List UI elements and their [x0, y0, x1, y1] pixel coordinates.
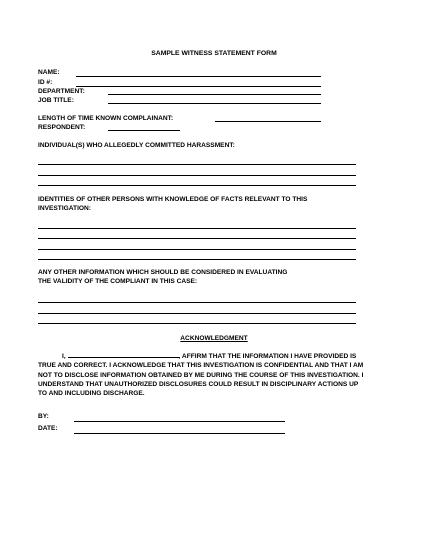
acknowledgment-text: , AFFIRM THAT THE INFORMATION I HAVE PROVIDED IS TRUE AND CORRECT. I ACKNOWLEDGE THAT THIS INVESTIGATION IS CONFIDENTIAL AND THAT I AM NOT TO DISCLOSE INFORMATION OBTAINED BY ME DURING THE COURSE OF THIS INVESTIGATION. I UNDERSTAND THAT UNAUTHORIZED DISCLOSURES COULD RESULT IN DISCIPLINARY ACTIONS UP TO AND INCLUDING DISCHARGE.: [38, 353, 364, 398]
acknowledgment-i: I,: [62, 353, 66, 360]
form-title: SAMPLE WITNESS STATEMENT FORM: [151, 50, 277, 57]
identities-line-2[interactable]: [38, 238, 356, 239]
acknowledgment-paragraph: [38, 351, 368, 398]
length-known-label: LENGTH OF TIME KNOWN COMPLAINANT:: [38, 115, 174, 122]
identities-line-1[interactable]: [38, 228, 356, 229]
id-label: ID #:: [38, 79, 53, 86]
affirmant-name-field[interactable]: [68, 351, 179, 358]
by-signature-field[interactable]: [74, 421, 285, 422]
respondent-label: RESPONDENT:: [38, 124, 86, 131]
identities-label-2: INVESTIGATION:: [38, 205, 91, 212]
acknowledgment-heading: ACKNOWLEDGMENT: [180, 335, 248, 342]
date-field[interactable]: [74, 433, 285, 434]
other-info-line-3[interactable]: [38, 323, 356, 324]
other-info-line-1[interactable]: [38, 302, 356, 303]
other-info-line-2[interactable]: [38, 313, 356, 314]
job-title-field[interactable]: [108, 103, 321, 104]
name-field[interactable]: [76, 76, 321, 77]
identities-line-4[interactable]: [38, 259, 356, 260]
length-known-field[interactable]: [215, 121, 321, 122]
individuals-line-3[interactable]: [38, 185, 356, 186]
identities-label-1: IDENTITIES OF OTHER PERSONS WITH KNOWLEDGE OF FACTS RELEVANT TO THIS: [38, 196, 308, 203]
other-info-label-2: THE VALIDITY OF THE COMPLIANT IN THIS CASE:: [38, 278, 198, 285]
individuals-line-1[interactable]: [38, 164, 356, 165]
individuals-label: INDIVIDUAL(S) WHO ALLEGEDLY COMMITTED HARASSMENT:: [38, 142, 235, 149]
department-field[interactable]: [108, 94, 321, 95]
respondent-field[interactable]: [108, 130, 180, 131]
date-label: DATE:: [38, 425, 58, 432]
department-label: DEPARTMENT:: [38, 88, 85, 95]
identities-line-3[interactable]: [38, 249, 356, 250]
individuals-line-2[interactable]: [38, 175, 356, 176]
job-title-label: JOB TITLE:: [38, 97, 74, 104]
name-label: NAME:: [38, 69, 60, 76]
id-field[interactable]: [76, 86, 321, 87]
by-label: BY:: [38, 413, 49, 420]
other-info-label-1: ANY OTHER INFORMATION WHICH SHOULD BE CONSIDERED IN EVALUATING: [38, 269, 288, 276]
